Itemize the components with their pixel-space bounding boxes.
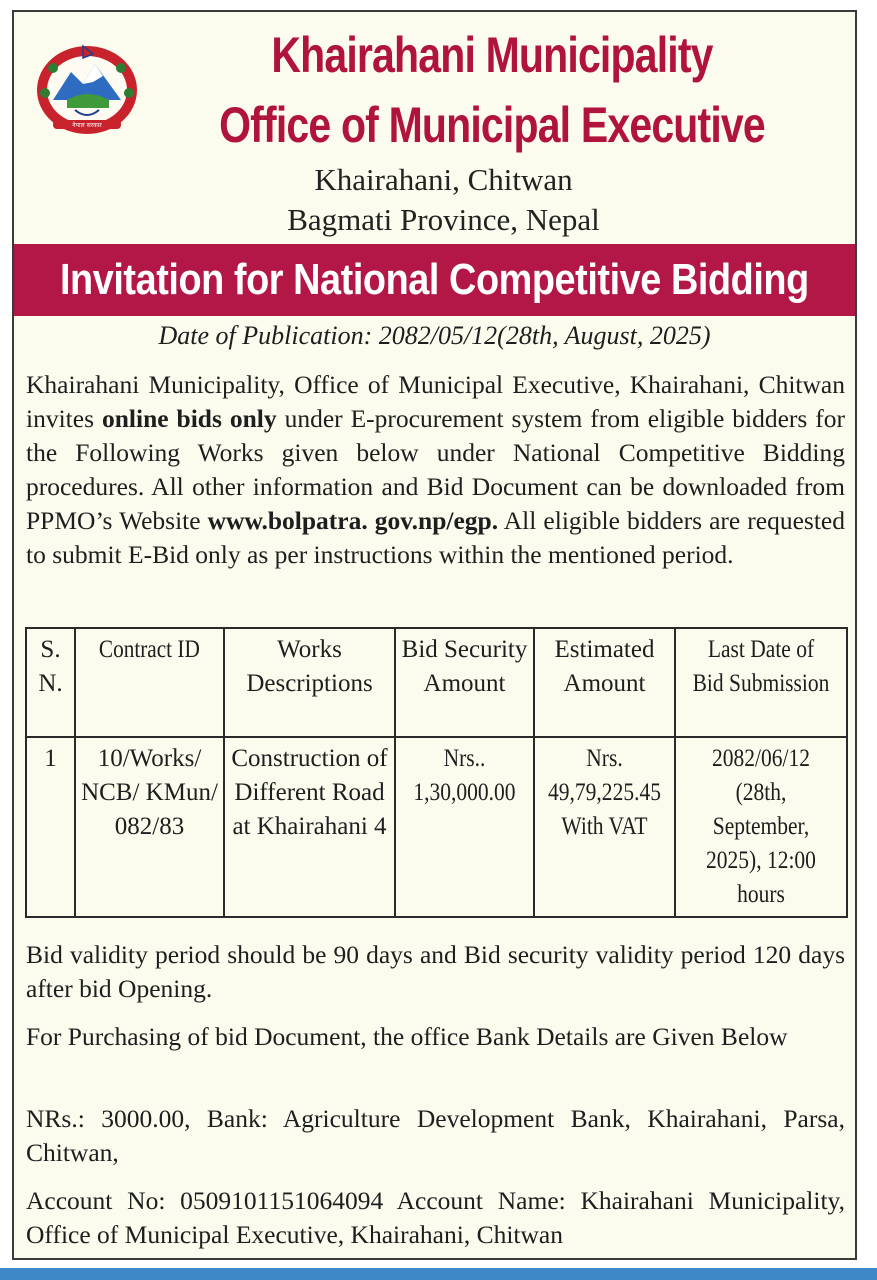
header-estimated-amount: Estimated Amount xyxy=(534,628,675,737)
header-sn: S. N. xyxy=(26,628,75,737)
cell-contract-id: 10/Works/ NCB/ KMun/ 082/83 xyxy=(75,737,224,917)
banner-title: Invitation for National Competitive Bidding xyxy=(60,255,809,304)
header-works-descriptions: Works Descriptions xyxy=(224,628,395,737)
bid-table xyxy=(25,627,848,918)
cell-works-description: Construction of Different Road at Khairahani 4 xyxy=(224,737,395,917)
table-header-row xyxy=(26,628,847,737)
notice-banner xyxy=(14,244,855,316)
nepal-emblem-icon xyxy=(31,38,143,138)
notice-frame xyxy=(12,10,857,1260)
intro-website-link: www.bolpatra. gov.np/egp. xyxy=(207,506,499,535)
header-contract-id: Contract ID xyxy=(75,628,224,737)
bank-paragraph: NRs.: 3000.00, Bank: Agriculture Development Bank, Khairahani, Parsa, Chitwan, xyxy=(26,1104,845,1167)
address-line-1: Khairahani, Chitwan xyxy=(314,162,573,197)
account-paragraph: Account No: 0509101151064094 Account Name: Khairahani Municipality, Office of Municipal Executive, Khairahani, Chitwan xyxy=(26,1186,845,1249)
intro-text-3: All eligible bidders are requested to submit E-Bid only as per instructions within the mentioned period. xyxy=(26,506,845,569)
purchase-paragraph: For Purchasing of bid Document, the office Bank Details are Given Below xyxy=(26,1022,788,1051)
cell-bid-security: Nrs.. 1,30,000.00 xyxy=(395,737,534,917)
cell-last-date: 2082/06/12 (28th, September, 2025), 12:00 hours xyxy=(675,737,847,917)
emblem-caption: नेपाल सरकार xyxy=(72,122,102,129)
table-row xyxy=(26,737,847,917)
validity-paragraph: Bid validity period should be 90 days and Bid security validity period 120 days after bid Opening. xyxy=(26,940,845,1003)
cell-estimated-amount: Nrs. 49,79,225.45 With VAT xyxy=(534,737,675,917)
municipality-title: Khairahani Municipality xyxy=(271,27,713,83)
header-bid-security: Bid Security Amount xyxy=(395,628,534,737)
intro-paragraph xyxy=(26,368,845,572)
bottom-divider xyxy=(0,1268,877,1280)
intro-text-2: under E-procurement system from eligible bidders for the Following Works given below under National Competitive Bidding procedures. All other information and Bid Document can be downloaded from PPMO’s Website xyxy=(26,404,845,535)
office-title: Office of Municipal Executive xyxy=(219,97,765,153)
publication-date: Date of Publication: 2082/05/12(28th, August, 2025) xyxy=(158,321,711,350)
header-last-date: Last Date of Bid Submission xyxy=(675,628,847,737)
cell-sn: 1 xyxy=(26,737,75,917)
intro-text-1: Khairahani Municipality, Office of Municipal Executive, Khairahani, Chitwan invites xyxy=(26,370,845,433)
address-line-2: Bagmati Province, Nepal xyxy=(287,202,600,237)
intro-bold-online-bids: online bids only xyxy=(101,404,277,433)
